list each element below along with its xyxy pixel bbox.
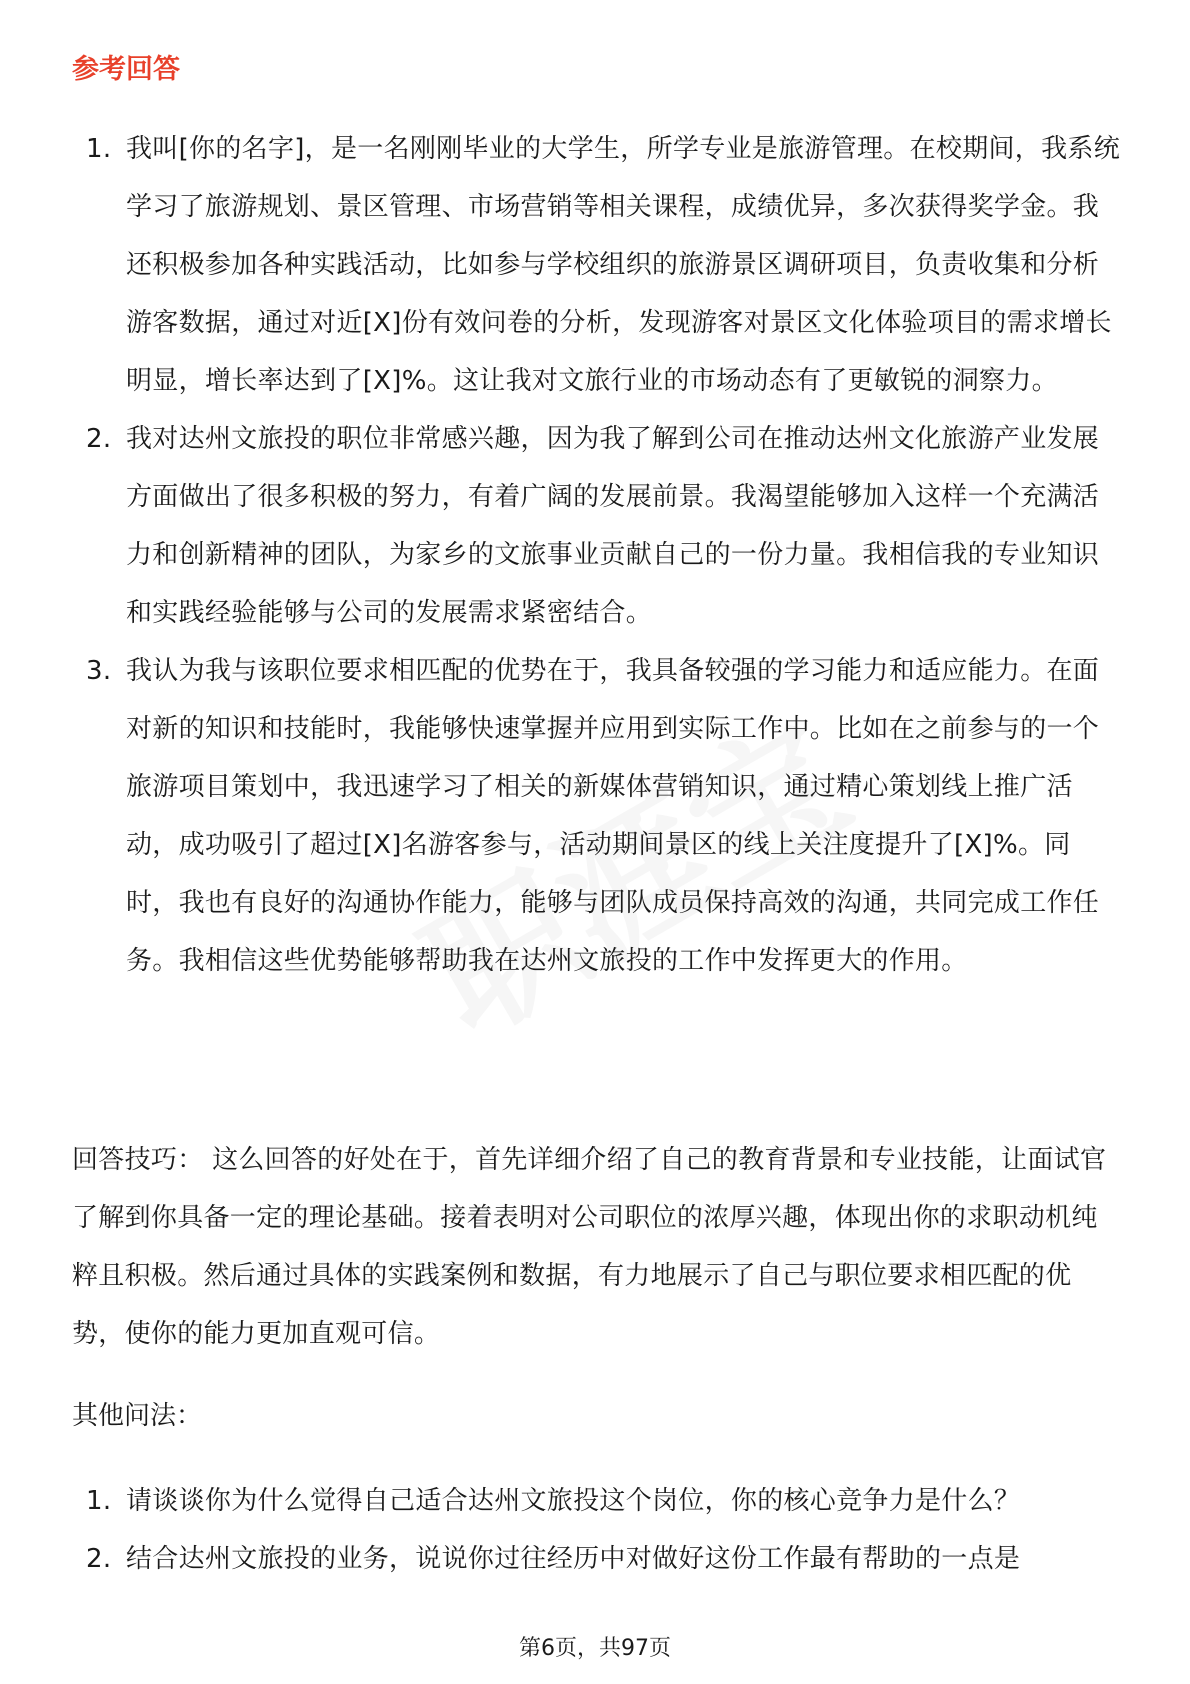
answer-item-2 xyxy=(72,410,1122,642)
other-questions-label: 其他问法： xyxy=(72,1401,203,1431)
list-number: 2. xyxy=(86,1544,112,1574)
alternative-questions-list xyxy=(72,1472,1122,1588)
list-number: 1. xyxy=(86,1486,112,1516)
answer-tips: 回答技巧： 这么回答的好处在于，首先详细介绍了自己的教育背景和专业技能，让面试官了解到你具备一定的理论基础。接着表明对公司职位的浓厚兴趣，体现出你的求职动机纯粹且积极。然后通过具体的实践案例和数据，有力地展示了自己与职位要求相匹配的优势，使你的能力更加直观可信。 xyxy=(72,1145,1107,1349)
section-title: 参考回答 xyxy=(72,54,180,85)
answer-text: 我对达州文旅投的职位非常感兴趣，因为我了解到公司在推动达州文化旅游产业发展方面做出了很多积极的努力，有着广阔的发展前景。我渴望能够加入这样一个充满活力和创新精神的团队，为家乡的文旅事业贡献自己的一份力量。我相信我的专业知识和实践经验能够与公司的发展需求紧密结合。 xyxy=(126,424,1100,628)
answer-item-1 xyxy=(72,120,1122,410)
alt-question-text: 请谈谈你为什么觉得自己适合达州文旅投这个岗位，你的核心竞争力是什么？ xyxy=(126,1486,1021,1516)
list-number: 1. xyxy=(86,134,112,164)
answer-text: 我认为我与该职位要求相匹配的优势在于，我具备较强的学习能力和适应能力。在面对新的知识和技能时，我能够快速掌握并应用到实际工作中。比如在之前参与的一个旅游项目策划中，我迅速学习了相关的新媒体营销知识，通过精心策划线上推广活动，成功吸引了超过[X]名游客参与，活动期间景区的线上关注度提升了[X]%。同时，我也有良好的沟通协作能力，能够与团队成员保持高效的沟通，共同完成工作任务。我相信这些优势能够帮助我在达州文旅投的工作中发挥更大的作用。 xyxy=(126,656,1100,976)
list-number: 3. xyxy=(86,656,112,686)
alt-question-item-1 xyxy=(72,1472,1122,1530)
list-number: 2. xyxy=(86,424,112,454)
answer-list xyxy=(72,120,1122,990)
page-footer: 第6页，共97页 xyxy=(519,1636,671,1661)
answer-text: 我叫[你的名字]，是一名刚刚毕业的大学生，所学专业是旅游管理。在校期间，我系统学习了旅游规划、景区管理、市场营销等相关课程，成绩优异，多次获得奖学金。我还积极参加各种实践活动，比如参与学校组织的旅游景区调研项目，负责收集和分析游客数据，通过对近[X]份有效问卷的分析，发现游客对景区文化体验项目的需求增长明显，增长率达到了[X]%。这让我对文旅行业的市场动态有了更敏锐的洞察力。 xyxy=(126,134,1120,396)
answer-item-3 xyxy=(72,642,1122,990)
alt-question-item-2 xyxy=(72,1530,1122,1588)
alt-question-text: 结合达州文旅投的业务，说说你过往经历中对做好这份工作最有帮助的一点是 xyxy=(126,1544,1021,1574)
